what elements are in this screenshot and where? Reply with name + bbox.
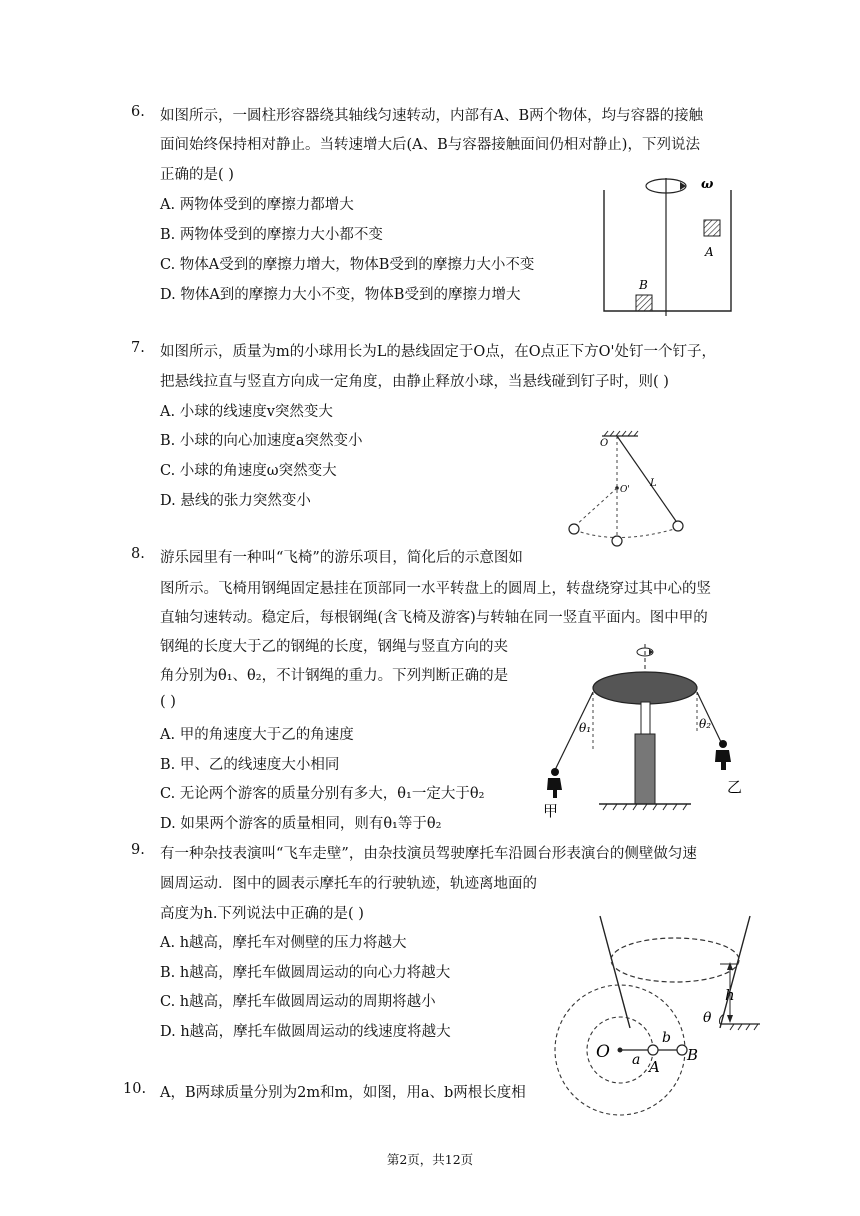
question-text-line: 角分别为θ₁、θ₂，不计钢绳的重力。下列判断正确的是 <box>160 668 509 684</box>
question-text-line: 如图所示，质量为m的小球用长为L的悬线固定于O点，在O点正下方O'处钉一个钉子， <box>160 344 717 360</box>
rod-b-label: b <box>662 1030 671 1046</box>
height-h-label: h <box>725 986 735 1004</box>
question-number: 7. <box>131 340 145 356</box>
length-l-label: L <box>650 478 657 489</box>
question-text-line: 钢绳的长度大于乙的钢绳的长度，钢绳与竖直方向的夹 <box>160 639 508 655</box>
block-a-label: A <box>705 245 714 259</box>
nail-o-prime-label: O' <box>620 485 630 495</box>
question-number: 8. <box>131 546 145 562</box>
ball-a-label: A <box>649 1058 660 1076</box>
yi-label: 乙 <box>727 778 743 796</box>
option-d[interactable]: D. h越高，摩托车做圆周运动的线速度将越大 <box>160 1024 451 1040</box>
center-o-label: O <box>596 1042 610 1062</box>
question-text-line: ( ) <box>160 694 176 710</box>
question-text-line: 把悬线拉直与竖直方向成一定角度，由静止释放小球，当悬线碰到钉子时，则( ) <box>160 374 669 390</box>
option-c[interactable]: C. 物体A受到的摩擦力增大，物体B受到的摩擦力大小不变 <box>160 257 535 273</box>
option-a[interactable]: A. 两物体受到的摩擦力都增大 <box>160 197 354 213</box>
question-text-line: A，B两球质量分别为2m和m，如图，用a、b两根长度相 <box>160 1085 526 1101</box>
theta1-label: θ₁ <box>579 721 592 735</box>
question-text-line: 面间始终保持相对静止。当转速增大后(A、B与容器接触面间仍相对静止)，下列说法 <box>160 137 700 153</box>
jia-label: 甲 <box>543 802 559 820</box>
page-footer: 第2页，共12页 <box>386 1152 474 1167</box>
question-text-line: 图所示。飞椅用钢绳固定悬挂在顶部同一水平转盘上的圆周上，转盘绕穿过其中心的竖 <box>160 581 711 597</box>
omega-label: ω <box>701 177 714 192</box>
theta2-label: θ₂ <box>699 717 712 731</box>
option-c[interactable]: C. h越高，摩托车做圆周运动的周期将越小 <box>160 994 436 1010</box>
question-text-line: 圆周运动．图中的圆表示摩托车的行驶轨迹，轨迹离地面的 <box>160 876 537 892</box>
option-d[interactable]: D. 物体A到的摩擦力大小不变，物体B受到的摩擦力增大 <box>160 287 521 303</box>
option-b[interactable]: B. h越高，摩托车做圆周运动的向心力将越大 <box>160 965 451 981</box>
point-o-label: O <box>600 438 609 449</box>
two-balls-circles-figure <box>548 980 698 1120</box>
question-text-line: 正确的是( ) <box>160 167 234 183</box>
option-b[interactable]: B. 小球的向心加速度a突然变小 <box>160 433 363 449</box>
option-a[interactable]: A. 甲的角速度大于乙的角速度 <box>160 727 354 743</box>
option-a[interactable]: A. 小球的线速度v突然变大 <box>160 404 333 420</box>
pendulum-figure <box>562 428 702 550</box>
question-text-line: 游乐园里有一种叫“飞椅”的游乐项目，简化后的示意图如 <box>160 550 523 566</box>
question-text-line: 如图所示，一圆柱形容器绕其轴线匀速转动，内部有A、B两个物体，均与容器的接触 <box>160 108 704 124</box>
option-a[interactable]: A. h越高，摩托车对侧壁的压力将越大 <box>160 935 407 951</box>
flying-chair-figure <box>535 640 755 820</box>
option-c[interactable]: C. 小球的角速度ω突然变大 <box>160 463 337 479</box>
question-number: 10. <box>123 1081 147 1097</box>
ball-b-label: B <box>687 1046 698 1064</box>
angle-theta-label: θ <box>703 1010 712 1026</box>
option-c[interactable]: C. 无论两个游客的质量分别有多大，θ₁一定大于θ₂ <box>160 786 485 802</box>
question-number: 6. <box>131 104 145 120</box>
option-b[interactable]: B. 两物体受到的摩擦力大小都不变 <box>160 227 383 243</box>
block-b-label: B <box>639 278 648 292</box>
question-text-line: 高度为h.下列说法中正确的是( ) <box>160 906 364 922</box>
question-number: 9. <box>131 842 145 858</box>
rod-a-label: a <box>632 1052 641 1068</box>
option-b[interactable]: B. 甲、乙的线速度大小相同 <box>160 757 340 773</box>
question-text-line: 直轴匀速转动。稳定后，每根钢绳(含飞椅及游客)与转轴在同一竖直平面内。图中甲的 <box>160 610 708 626</box>
question-text-line: 有一种杂技表演叫“飞车走壁”，由杂技演员驾驶摩托车沿圆台形表演台的侧壁做匀速 <box>160 846 697 862</box>
rotating-cylinder-figure <box>596 166 746 316</box>
option-d[interactable]: D. 如果两个游客的质量相同，则有θ₁等于θ₂ <box>160 816 442 832</box>
option-d[interactable]: D. 悬线的张力突然变小 <box>160 493 311 509</box>
